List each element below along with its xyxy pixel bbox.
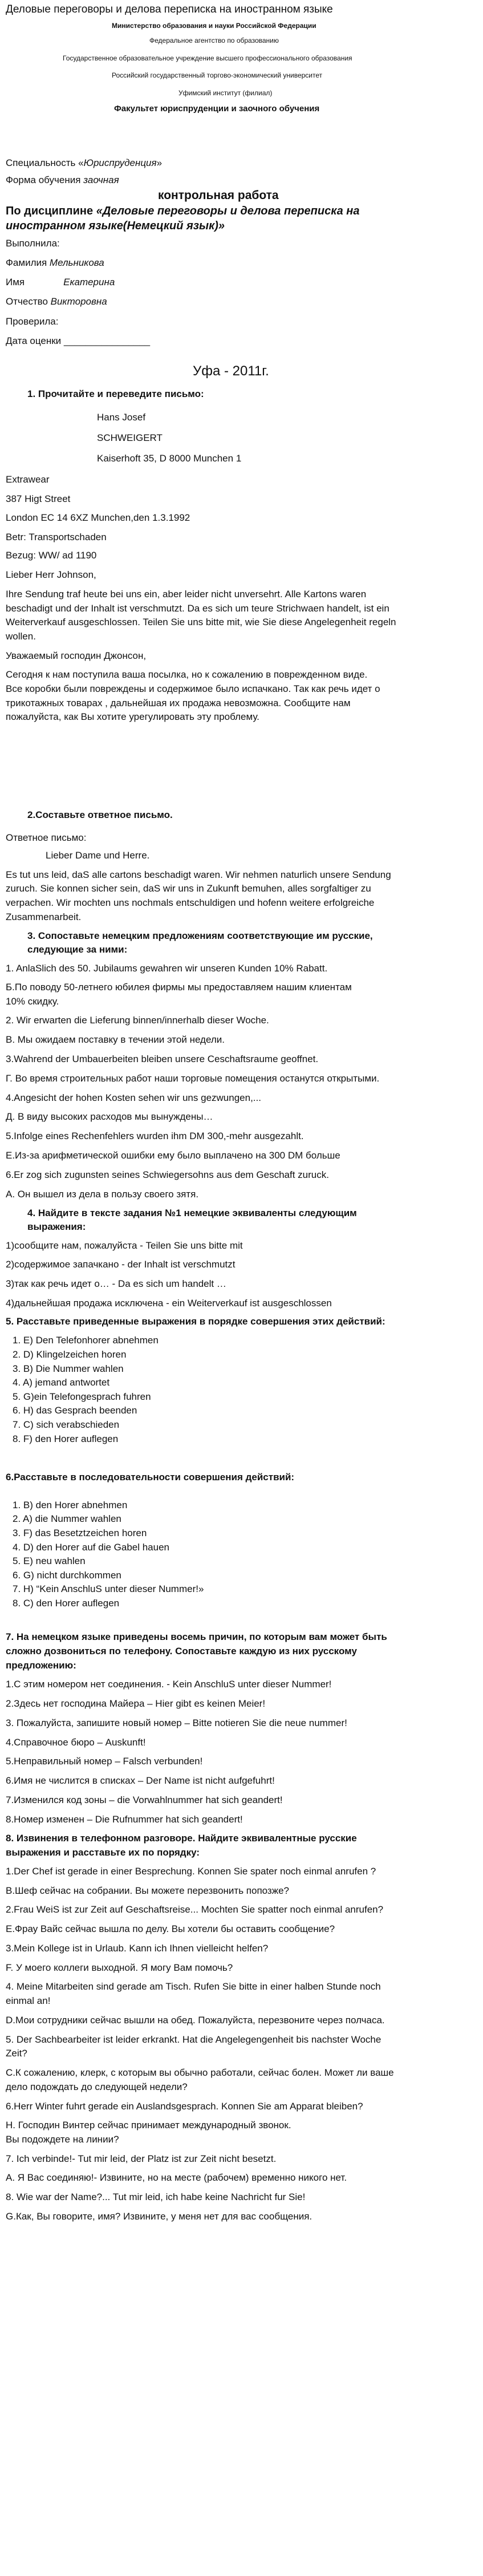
task2-title: 2.Составьте ответное письмо. (27, 809, 173, 820)
task8-line: einmal an! (6, 1995, 51, 2006)
task8-title-1: 8. Извинения в телефонном разговоре. Найдите эквивалентные русские (6, 1833, 357, 1844)
task8-line: 5. Der Sachbearbeiter ist leider erkrankt. Hat die Angelegengenheit bis nachster Woche (6, 2034, 381, 2045)
reply-line: verpachen. Wir mochten uns nochmals entschuldigen und hofenn weitere erfolgreiche (6, 897, 375, 908)
checked-label: Проверила: (6, 316, 59, 327)
patronymic-row (6, 295, 107, 308)
form-value: заочная (83, 175, 119, 185)
task8-line: D.Мои сотрудники сейчас вышли на обед. Пожалуйста, перезвоните через полчаса. (6, 2015, 385, 2026)
form-label: Форма обучения (6, 175, 84, 185)
task7-title-1: 7. На немецком языке приведены восемь причин, по которым вам может быть (6, 1631, 387, 1642)
letter-line: пожалуйста, как Вы хотите урегулировать эту проблему. (6, 711, 259, 722)
surname-row (6, 257, 104, 269)
discipline-name-1: «Деловые переговоры и делова переписка на (96, 205, 360, 217)
task3-line: 10% скидку. (6, 996, 59, 1007)
task8-line: G.Как, Вы говорите, имя? Извините, у меня нет для вас сообщения. (6, 2211, 312, 2222)
task7-line: 6.Имя не числится в списках – Der Name ist nicht aufgefuhrt! (6, 1775, 275, 1786)
task3-line: Д. В виду высоких расходов мы вынуждены… (6, 1111, 213, 1122)
letter-line: Ihre Sendung traf heute bei uns ein, aber leider nicht unversehrt. Alle Kartons waren (6, 589, 367, 600)
discipline-row (6, 204, 360, 218)
institution-line: Государственное образовательное учреждение высшего профессионального образования (63, 54, 352, 62)
ministry-line: Министерство образования и науки Российской Федерации (112, 22, 316, 30)
task3-line: Е.Из-за арифметической ошибки ему было выплачено на 300 DM больше (6, 1150, 340, 1161)
letter-line: Weiterverkauf ausgeschlossen. Teilen Sie uns bitte mit, wie Sie diese Angelegenheit regeln (6, 617, 396, 627)
task8-line: дело подождать до следующей недели? (6, 2081, 188, 2092)
task6-item: 2. A) die Nummer wahlen (13, 1513, 121, 1524)
task3-line: 1. AnlaSlich des 50. Jubilaums gewahren wir unseren Kunden 10% Rabatt. (6, 963, 328, 974)
task5-item: 8. F) den Horer auflegen (13, 1433, 119, 1444)
letter-line: Все коробки были повреждены и содержимое было испачкано. Так как речь идет о (6, 683, 380, 694)
task8-title-2: выражения и расставьте их по порядку: (6, 1847, 200, 1858)
surname-label: Фамилия (6, 257, 47, 268)
task8-line: 3.Mein Kollege ist in Urlaub. Kann ich Ihnen vielleicht helfen? (6, 1943, 269, 1954)
task3-line: 5.Infolge eines Rechenfehlers wurden ihm DM 300,-mehr ausgezahlt. (6, 1131, 304, 1141)
task7-title-2: сложно дозвониться по телефону. Сопоставьте каждую из них русскому (6, 1646, 357, 1656)
letter-line: Bezug: WW/ ad 1190 (6, 550, 97, 561)
task7-line: 4.Справочное бюро – Auskunft! (6, 1737, 146, 1748)
reply-label: Ответное письмо: (6, 832, 87, 843)
task3-line: А. Он вышел из дела в пользу своего зятя. (6, 1189, 199, 1200)
task4-title-1: 4. Найдите в тексте задания №1 немецкие эквиваленты следующим (27, 1208, 357, 1218)
task1-title: 1. Прочитайте и переведите письмо: (27, 388, 204, 399)
task6-item: 4. D) den Horer auf die Gabel hauen (13, 1542, 170, 1553)
specialty-value: Юриспруденция (83, 157, 157, 168)
name-value: Екатерина (63, 277, 115, 287)
task8-line: Вы подождете на линии? (6, 2134, 119, 2145)
agency-line: Федеральное агентство по образованию (149, 37, 279, 44)
doc-title: Деловые переговоры и делова переписка на иностранном языке (6, 3, 333, 15)
task8-line: 2.Frau WeiS ist zur Zeit auf Geschaftsreise... Mochten Sie spatter noch einmal anrufen? (6, 1904, 384, 1915)
task6-item: 6. G) nicht durchkommen (13, 1570, 121, 1581)
task8-line: 8. Wie war der Name?... Tut mir leid, ich habe keine Nachricht fur Sie! (6, 2192, 306, 2202)
discipline-name-2: иностранном языке(Немецкий язык)» (6, 220, 225, 232)
reply-line: Es tut uns leid, daS alle cartons beschadigt waren. Wir nehmen naturlich unsere Sendung (6, 869, 391, 880)
letter-line: Betr: Transportschaden (6, 532, 107, 542)
task7-title-3: предложению: (6, 1660, 76, 1671)
reply-line: Zusammenarbeit. (6, 912, 82, 922)
letter-line: Уважаемый господин Джонсон, (6, 650, 147, 661)
letter-line: Lieber Herr Johnson, (6, 569, 96, 580)
task8-line: А. Я Вас соединяю!- Извините, но на месте (рабочем) временно никого нет. (6, 2172, 347, 2183)
task8-line: F. У моего коллеги выходной. Я могу Вам помочь? (6, 1962, 233, 1973)
university-line: Российский государственный торгово-экономический университет (112, 71, 323, 79)
task3-line: Б.По поводу 50-летнего юбилея фирмы мы предоставляем нашим клиентам (6, 982, 352, 993)
task3-line: Г. Во время строительных работ наши торговые помещения останутся открытыми. (6, 1073, 380, 1084)
city-year: Уфа - 2011г. (193, 363, 269, 379)
task8-line: С.К сожалению, клерк, с которым вы обычно работали, сейчас болен. Может ли ваше (6, 2067, 394, 2078)
letter-address-2: SCHWEIGERT (97, 432, 163, 443)
grade-date: Дата оценки ________________ (6, 335, 151, 346)
task8-line: 4. Meine Mitarbeiten sind gerade am Tisch. Rufen Sie bitte in einer halben Stunde noch (6, 1981, 381, 1992)
faculty-line: Факультет юриспруденции и заочного обучения (114, 104, 320, 114)
letter-line: London EC 14 6XZ Munchen,den 1.3.1992 (6, 512, 190, 523)
letter-address-3: Kaiserhoft 35, D 8000 Munchen 1 (97, 453, 242, 464)
task7-line: 2.Здесь нет господина Майера – Hier gibt es keinen Meier! (6, 1698, 266, 1709)
task5-item: 6. H) das Gesprach beenden (13, 1405, 137, 1416)
task3-title-1: 3. Сопоставьте немецким предложениям соответствующие им русские, (27, 930, 373, 941)
specialty-row (6, 157, 162, 169)
performed-label: Выполнила: (6, 238, 60, 249)
task8-line: В.Шеф сейчас на собрании. Вы можете перезвонить попозже? (6, 1885, 289, 1896)
task3-line: 3.Wahrend der Umbauerbeiten bleiben unsere Ceschaftsraume geoffnet. (6, 1054, 319, 1064)
task4-line: 2)содержимое запачкано - der Inhalt ist verschmutzt (6, 1259, 236, 1270)
letter-line: Extrawear (6, 474, 50, 485)
task5-item: 7. C) sich verabschieden (13, 1419, 120, 1430)
letter-line: 387 Higt Street (6, 493, 71, 504)
task7-line: 7.Изменился код зоны – die Vorwahlnummer hat sich geandert! (6, 1795, 283, 1805)
task3-line: 2. Wir erwarten die Lieferung binnen/innerhalb dieser Woche. (6, 1015, 269, 1026)
task5-item: 5. G)ein Telefongesprach fuhren (13, 1391, 151, 1402)
task7-line: 1.С этим номером нет соединения. - Kein AnschluS unter dieser Nummer! (6, 1679, 332, 1690)
task4-line: 4)дальнейшая продажа исключена - ein Weiterverkauf ist ausgeschlossen (6, 1298, 332, 1309)
task6-item: 8. C) den Horer auflegen (13, 1598, 120, 1609)
task6-title: 6.Расставьте в последовательности совершения действий: (6, 1472, 295, 1483)
task3-title-2: следующие за ними: (27, 944, 128, 955)
task4-title-2: выражения: (27, 1221, 86, 1232)
reply-line: zuruch. Sie konnen sicher sein, daS wir uns in Zukunft bemuhen, alles sorgfaltiger zu (6, 883, 371, 894)
task6-item: 3. F) das Besetztzeichen horen (13, 1528, 147, 1538)
task7-line: 3. Пожалуйста, запишите новый номер – Bitte notieren Sie die neue nummer! (6, 1718, 347, 1728)
task5-item: 2. D) Klingelzeichen horen (13, 1349, 127, 1360)
task4-line: 3)так как речь идет о… - Da es sich um handelt … (6, 1278, 226, 1289)
task8-line: 1.Der Chef ist gerade in einer Bespreсhung. Konnen Sie spater noch einmal anrufen ? (6, 1866, 376, 1877)
letter-line: трикотажных товарах , дальнейшая их продажа невозможна. Сообщите нам (6, 698, 351, 708)
work-title: контрольная работа (158, 189, 279, 202)
name-label: Имя (6, 277, 25, 287)
reply-greeting: Lieber Dame und Herre. (46, 850, 150, 861)
task5-item: 3. B) Die Nummer wahlen (13, 1363, 124, 1374)
task5-item: 4. A) jemand antwortet (13, 1377, 110, 1388)
task8-line: Н. Господин Винтер сейчас принимает международный звонок. (6, 2120, 291, 2131)
task8-line: Е.Фрау Вайс сейчас вышла по делу. Вы хотели бы оставить сообщение? (6, 1923, 335, 1934)
task7-line: 5.Неправильный номер – Falsch verbunden! (6, 1756, 203, 1767)
letter-address-1: Hans Josef (97, 412, 146, 423)
patronymic-label: Отчество (6, 296, 48, 307)
task5-title: 5. Расставьте приведенные выражения в порядке совершения этих действий: (6, 1316, 385, 1327)
task5-item: 1. E) Den Telefonhorer abnehmen (13, 1335, 159, 1346)
letter-line: Сегодня к нам поступила ваша посылка, но к сожалению в поврежденном виде. (6, 669, 368, 680)
task6-item: 5. E) neu wahlen (13, 1556, 86, 1566)
task6-item: 1. B) den Horer abnehmen (13, 1500, 128, 1510)
specialty-label: Специальность « (6, 157, 84, 168)
surname-value: Мельникова (49, 257, 104, 268)
task6-item: 7. H) “Kein AnschluS unter dieser Nummer!» (13, 1583, 204, 1594)
form-row (6, 174, 119, 187)
letter-line: wollen. (6, 631, 36, 642)
task8-line: 6.Herr Winter fuhrt gerade ein Auslandsgesprach. Konnen Sie am Apparat bleiben? (6, 2101, 363, 2112)
name-row (6, 276, 115, 289)
task3-line: 6.Er zog sich zugunsten seines Schwiegersohns aus dem Geschaft zuruck. (6, 1169, 329, 1180)
task3-line: В. Мы ожидаем поставку в течении этой недели. (6, 1034, 225, 1045)
letter-line: beschadigt und der Inhalt ist verschmutzt. Da es sich um teure Strichwaen handelt, ist ein (6, 603, 389, 614)
institute-line: Уфимский институт (филиал) (178, 89, 273, 97)
task3-line: 4.Angesicht der hohen Kosten sehen wir uns gezwungen,... (6, 1092, 261, 1103)
task8-line: Zeit? (6, 2048, 27, 2059)
specialty-end: » (156, 157, 163, 168)
patronymic-value: Викторовна (50, 296, 107, 307)
task8-line: 7. Ich verbinde!- Tut mir leid, der Platz ist zur Zeit nicht besetzt. (6, 2153, 277, 2164)
task7-line: 8.Номер изменен – Die Rufnummer hat sich geandert! (6, 1814, 243, 1825)
discipline-label: По дисциплине (6, 205, 96, 217)
task4-line: 1)сообщите нам, пожалуйста - Teilen Sie uns bitte mit (6, 1240, 243, 1251)
